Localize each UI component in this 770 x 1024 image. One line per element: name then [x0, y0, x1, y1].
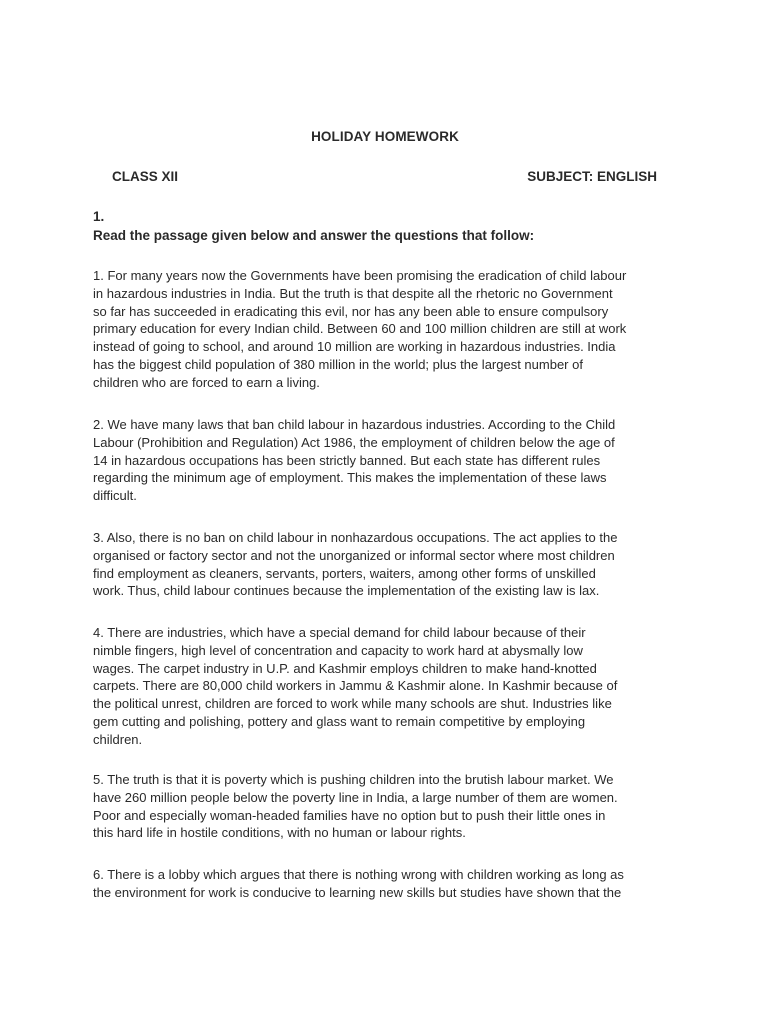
text-line: 2. We have many laws that ban child labour in hazardous industries. According to the Child	[93, 417, 616, 432]
page-title: HOLIDAY HOMEWORK	[311, 129, 459, 144]
text-line: the political unrest, children are forced to work while many schools are shut. Industries like	[93, 696, 612, 712]
text-line: primary education for every Indian child. Between 60 and 100 million children are still at work	[93, 321, 627, 337]
text-line: 4. There are industries, which have a special demand for child labour because of their	[93, 625, 586, 640]
text-line: nimble fingers, high level of concentration and capacity to work hard at abysmally low	[93, 642, 583, 658]
text-line: work. Thus, child labour continues because the implementation of the existing law is lax.	[93, 583, 600, 599]
text-line: difficult.	[93, 488, 137, 504]
text-line: regarding the minimum age of employment. This makes the implementation of these laws	[93, 470, 607, 486]
text-line: children who are forced to earn a living.	[93, 374, 320, 390]
text-line: the environment for work is conducive to learning new skills but studies have shown that the	[93, 884, 622, 900]
text-line: Poor and especially woman-headed families have no option but to push their little ones in	[93, 807, 606, 823]
paragraph-2	[93, 416, 677, 505]
text-line: organised or factory sector and not the unorganized or informal sector where most children	[93, 547, 615, 563]
paragraph-4	[93, 624, 677, 749]
text-line: carpets. There are 80,000 child workers in Jammu & Kashmir alone. In Kashmir because of	[93, 678, 618, 694]
subject-label: SUBJECT: ENGLISH	[527, 169, 657, 184]
text-line: gem cutting and polishing, pottery and glass want to remain competitive by employing	[93, 713, 586, 729]
text-line: instead of going to school, and around 10 million are working in hazardous industries. India	[93, 339, 616, 355]
question-instruction: Read the passage given below and answer the questions that follow:	[93, 228, 535, 243]
text-line: find employment as cleaners, servants, porters, waiters, among other forms of unskilled	[93, 565, 596, 581]
text-line: Labour (Prohibition and Regulation) Act 1986, the employment of children below the age of	[93, 434, 615, 450]
text-line: children.	[93, 731, 143, 747]
text-line: has the biggest child population of 380 million in the world; plus the largest number of	[93, 356, 583, 372]
text-line: so far has succeeded in eradicating this evil, nor has any been able to ensure compulsory	[93, 303, 609, 319]
text-line: 3. Also, there is no ban on child labour in nonhazardous occupations. The act applies to the	[93, 530, 618, 545]
class-label: CLASS XII	[112, 169, 179, 184]
text-line: have 260 million people below the poverty line in India, a large number of them are women.	[93, 789, 618, 805]
text-line: 6. There is a lobby which argues that there is nothing wrong with children working as long as	[93, 867, 624, 882]
text-line: this hard life in hostile conditions, with no human or labour rights.	[93, 825, 466, 841]
text-line: wages. The carpet industry in U.P. and Kashmir employs children to make hand-knotted	[93, 660, 597, 676]
text-line: in hazardous industries in India. But the truth is that despite all the rhetoric no Government	[93, 285, 613, 301]
paragraph-6	[93, 866, 677, 902]
question-number: 1.	[93, 209, 105, 224]
text-line: 14 in hazardous occupations has been strictly banned. But each state has different rules	[93, 452, 601, 468]
text-line: 1. For many years now the Governments have been promising the eradication of child labour	[93, 268, 627, 283]
text-line: 5. The truth is that it is poverty which is pushing children into the brutish labour market. We	[93, 772, 614, 787]
paragraph-1	[93, 267, 677, 392]
paragraph-3	[93, 529, 677, 600]
paragraph-5	[93, 771, 677, 842]
